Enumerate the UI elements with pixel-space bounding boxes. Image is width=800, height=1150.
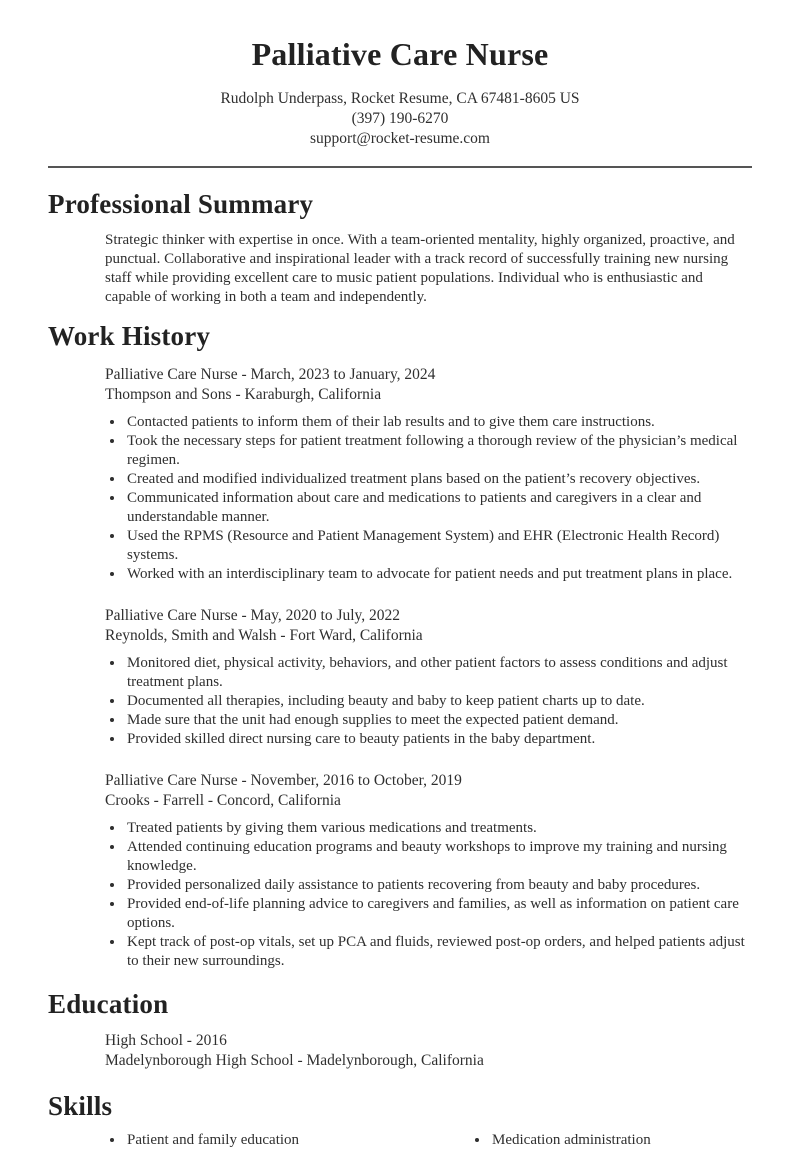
job-bullet: • Provided skilled direct nursing care to beauty patients in the baby department.	[125, 730, 752, 749]
job-title: Palliative Care Nurse - May, 2020 to July, 2022	[105, 607, 401, 624]
job-company: Crooks - Farrell - Concord, California	[105, 792, 341, 809]
summary-heading: Professional Summary	[48, 189, 314, 219]
contact-email: support@rocket-resume.com	[310, 130, 490, 147]
skills-column-right	[470, 1131, 752, 1150]
job-bullet: • Created and modified individualized treatment plans based on the patient’s recovery objectives.	[125, 470, 752, 489]
job-bullet: • Used the RPMS (Resource and Patient Management System) and EHR (Electronic Health Record) systems.	[125, 527, 752, 565]
job-company: Thompson and Sons - Karaburgh, California	[105, 386, 382, 403]
skills-list	[105, 1131, 752, 1150]
job-entry	[105, 771, 752, 971]
job-bullet: • Provided personalized daily assistance to patients recovering from beauty and baby procedures.	[125, 876, 752, 895]
resume-header	[48, 36, 752, 149]
resume-title: Palliative Care Nurse	[251, 36, 549, 72]
job-title: Palliative Care Nurse - November, 2016 to October, 2019	[105, 772, 462, 789]
skill-item: • Patient and family education	[125, 1131, 470, 1150]
job-bullet: • Monitored diet, physical activity, behaviors, and other patient factors to assess conditions and adjust treatment plans.	[125, 654, 752, 692]
education-entry	[105, 1031, 752, 1071]
summary-text: Strategic thinker with expertise in once. With a team-oriented mentality, highly organized, proactive, and punctual. Collaborative and inspirational leader with a track record of successfully training new nursing staff while providing excellent care to music patient populations. Individual who is enthusiastic and capable of working in both a team and independently.	[105, 232, 735, 305]
job-bullet: • Attended continuing education programs and beauty workshops to improve my training and nursing knowledge.	[125, 838, 752, 876]
education-degree: High School - 2016	[105, 1032, 227, 1049]
skill-item: • Medication administration	[490, 1131, 752, 1150]
contact-phone: (397) 190-6270	[351, 110, 449, 127]
job-bullet: • Provided end-of-life planning advice to caregivers and families, as well as information on patient care options.	[125, 895, 752, 933]
section-work-history	[48, 321, 752, 971]
contact-address: Rudolph Underpass, Rocket Resume, CA 67481-8605 US	[220, 90, 580, 107]
job-bullet-list	[105, 819, 752, 971]
section-skills	[48, 1091, 752, 1150]
job-entry	[105, 365, 752, 584]
section-professional-summary	[48, 189, 752, 307]
skills-column-left	[105, 1131, 470, 1150]
section-education	[48, 989, 752, 1071]
education-school: Madelynborough High School - Madelynborough, California	[105, 1052, 484, 1069]
job-bullet: • Worked with an interdisciplinary team to advocate for patient needs and put treatment plans in place.	[125, 565, 752, 584]
skills-heading: Skills	[48, 1091, 113, 1121]
job-bullet: • Documented all therapies, including beauty and baby to keep patient charts up to date.	[125, 692, 752, 711]
job-entry	[105, 606, 752, 749]
job-bullet-list	[105, 413, 752, 584]
job-bullet: • Made sure that the unit had enough supplies to meet the expected patient demand.	[125, 711, 752, 730]
header-divider	[48, 166, 752, 168]
education-heading: Education	[48, 989, 169, 1019]
job-bullet: • Kept track of post-op vitals, set up PCA and fluids, reviewed post-op orders, and helped patients adjust to their new surroundings.	[125, 933, 752, 971]
job-bullet: • Took the necessary steps for patient treatment following a thorough review of the physician’s medical regimen.	[125, 432, 752, 470]
job-bullet: • Communicated information about care and medications to patients and caregivers in a clear and understandable manner.	[125, 489, 752, 527]
work-history-heading: Work History	[48, 321, 211, 351]
job-bullet-list	[105, 654, 752, 749]
job-title: Palliative Care Nurse - March, 2023 to January, 2024	[105, 366, 436, 383]
job-company: Reynolds, Smith and Walsh - Fort Ward, California	[105, 627, 423, 644]
job-bullet: • Treated patients by giving them various medications and treatments.	[125, 819, 752, 838]
job-bullet: • Contacted patients to inform them of their lab results and to give them care instructions.	[125, 413, 752, 432]
